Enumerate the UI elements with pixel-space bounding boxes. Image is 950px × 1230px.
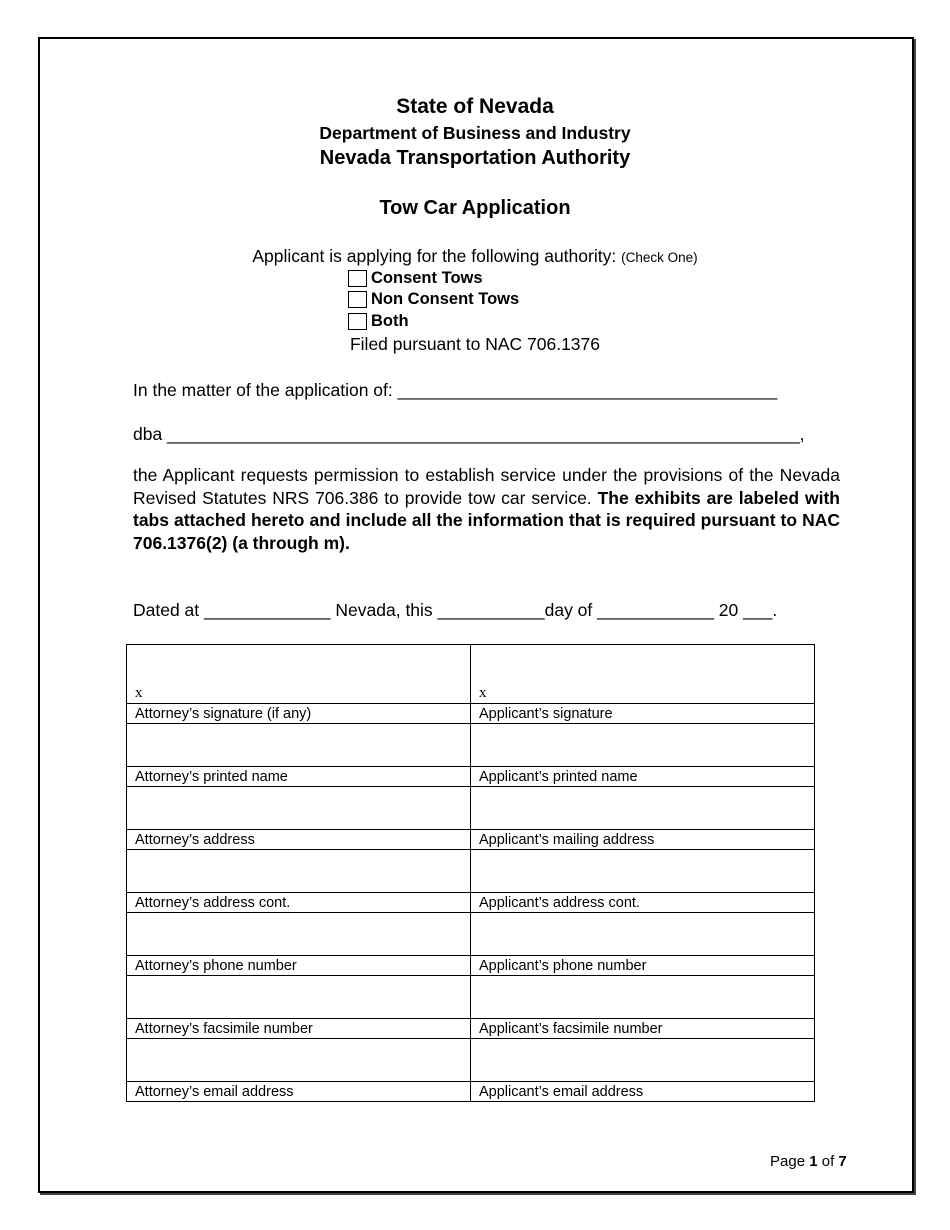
table-label: Attorney’s address cont. [127,893,471,913]
table-label: Attorney’s facsimile number [127,1019,471,1039]
table-label: Applicant’s signature [471,704,815,724]
attorney-fax-cell[interactable] [127,976,471,1019]
x-mark: x [135,685,143,701]
table-label: Applicant’s address cont. [471,893,815,913]
attorney-printed-name-cell[interactable] [127,724,471,767]
attorney-phone-cell[interactable] [127,913,471,956]
department-heading: Department of Business and Industry [319,123,631,143]
signature-table [126,644,815,1102]
state-heading: State of Nevada [396,95,554,118]
applicant-address-cont-cell[interactable] [471,850,815,893]
table-label: Applicant’s printed name [471,767,815,787]
request-text: the Applicant requests permission to establish service under the provisions of the Nevada Revised Statutes NRS 706.386 to provide tow car service. [133,465,840,508]
table-label: Attorney’s address [127,830,471,850]
page-word: Page [770,1153,806,1170]
table-label: Attorney’s signature (if any) [127,704,471,724]
attorney-email-cell[interactable] [127,1039,471,1082]
checkbox-non-consent-tows[interactable] [348,291,367,308]
page-title: Tow Car Application [379,197,571,219]
option-label: Both [371,312,409,330]
option-consent-tows[interactable] [348,269,483,288]
authority-prompt-text: Applicant is applying for the following authority: [252,246,617,266]
request-paragraph [133,464,840,554]
applicant-printed-name-cell[interactable] [471,724,815,767]
table-label: Applicant’s facsimile number [471,1019,815,1039]
page-current: 1 [809,1153,818,1170]
applicant-mailing-address-cell[interactable] [471,787,815,830]
option-non-consent-tows[interactable] [348,290,519,309]
filed-pursuant: Filed pursuant to NAC 706.1376 [349,334,601,354]
dba-field[interactable]: dba _________________________________________________________________, [133,424,805,444]
applicant-email-cell[interactable] [471,1039,815,1082]
of-word: of [821,1153,835,1170]
applicant-signature-cell[interactable] [471,645,815,704]
option-both[interactable] [348,312,409,331]
checkbox-consent-tows[interactable] [348,270,367,287]
authority-heading: Nevada Transportation Authority [319,147,631,169]
table-label: Attorney’s email address [127,1082,471,1102]
checkbox-both[interactable] [348,313,367,330]
matter-of-application-field[interactable]: In the matter of the application of: _______________________________________ [133,380,778,400]
applicant-phone-cell[interactable] [471,913,815,956]
table-label: Applicant’s phone number [471,956,815,976]
option-label: Non Consent Tows [371,290,520,308]
exhibits-text: The exhibits are labeled with tabs attached hereto and include all the information that is required pursuant to NAC 706.1376(2) (a through m). [133,487,840,553]
authority-prompt [0,246,950,267]
applicant-fax-cell[interactable] [471,976,815,1019]
page-total: 7 [838,1153,847,1170]
attorney-address-cont-cell[interactable] [127,850,471,893]
attorney-signature-cell[interactable] [127,645,471,704]
attorney-address-cell[interactable] [127,787,471,830]
x-mark: x [479,685,487,701]
table-label: Applicant’s email address [471,1082,815,1102]
page-number [770,1153,847,1170]
table-label: Attorney’s printed name [127,767,471,787]
dated-field[interactable]: Dated at _____________ Nevada, this ___________day of ____________ 20 ___. [133,600,778,620]
table-label: Applicant’s mailing address [471,830,815,850]
check-one-note: (Check One) [621,250,698,265]
table-label: Attorney’s phone number [127,956,471,976]
option-label: Consent Tows [371,269,483,287]
